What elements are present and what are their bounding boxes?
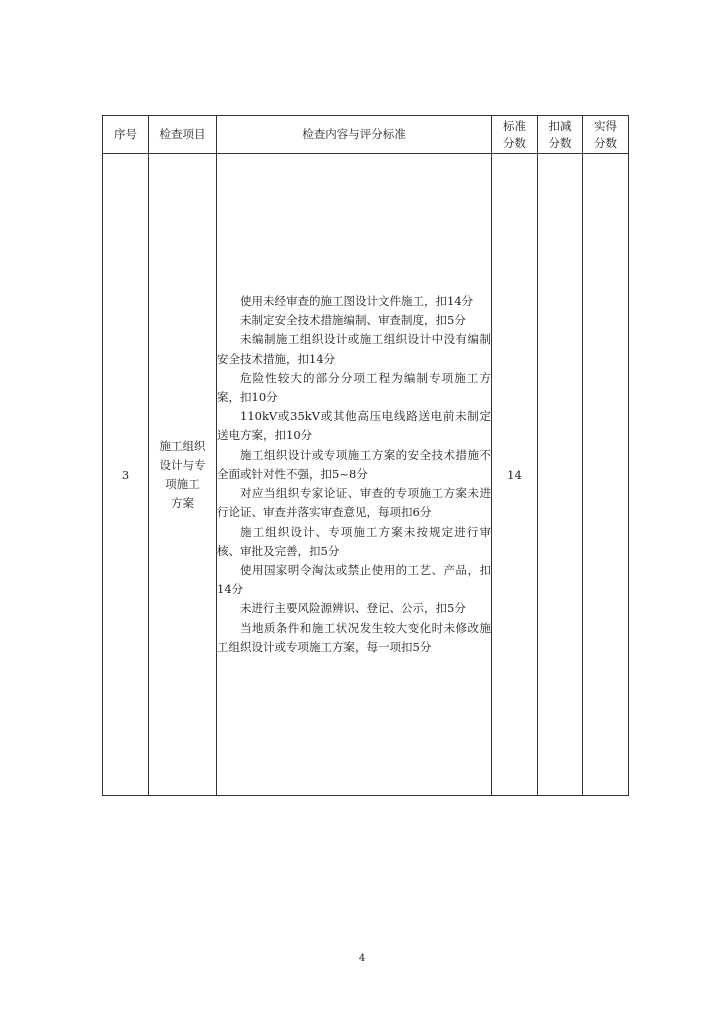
header-deduct-score: 扣减 分数: [538, 116, 583, 154]
criterion: 使用未经审查的施工图设计文件施工，扣14分: [240, 294, 474, 309]
criterion: 未制定安全技术措施编制、审查制度，扣5分: [240, 313, 466, 328]
row-actual-score: [583, 154, 629, 796]
criterion: 危险性较大的部分分项工程为编制专项施工方案，扣10分: [217, 370, 491, 405]
header-content: 检查内容与评分标准: [217, 116, 492, 154]
inspection-table: [102, 115, 629, 796]
criterion: 未进行主要风险源辨识、登记、公示，扣5分: [240, 601, 466, 616]
row-criteria: [217, 154, 492, 796]
row-deduct-score: [538, 154, 583, 796]
criterion: 对应当组织专家论证、审查的专项施工方案未进行论证、审查并落实审查意见，每项扣6分: [217, 486, 491, 520]
criterion: 施工组织设计、专项施工方案未按规定进行审核、审批及完善，扣5分: [217, 524, 491, 558]
row-seq: 3: [103, 154, 149, 796]
header-row: [103, 116, 629, 154]
criterion: 110kV或35kV或其他高压电线路送电前未制定送电方案，扣10分: [217, 409, 491, 443]
header-standard-score: 标准 分数: [492, 116, 538, 154]
header-item: 检查项目: [149, 116, 217, 154]
criterion: 未编制施工组织设计或施工组织设计中没有编制安全技术措施，扣14分: [217, 332, 491, 366]
row-item: 施工组织 设计与专 项施工 方案: [149, 154, 217, 796]
page-number: 4: [358, 953, 366, 964]
criterion: 使用国家明令淘汰或禁止使用的工艺、产品，扣14分: [217, 562, 491, 597]
header-seq: 序号: [103, 116, 149, 154]
row-standard-score: 14: [492, 154, 538, 796]
criterion: 当地质条件和施工状况发生较大变化时未修改施工组织设计或专项施工方案，每一项扣5分: [217, 620, 491, 654]
table-row: [103, 154, 629, 796]
criterion: 施工组织设计或专项施工方案的安全技术措施不全面或针对性不强，扣5~8分: [217, 447, 491, 481]
header-actual-score: 实得 分数: [583, 116, 629, 154]
